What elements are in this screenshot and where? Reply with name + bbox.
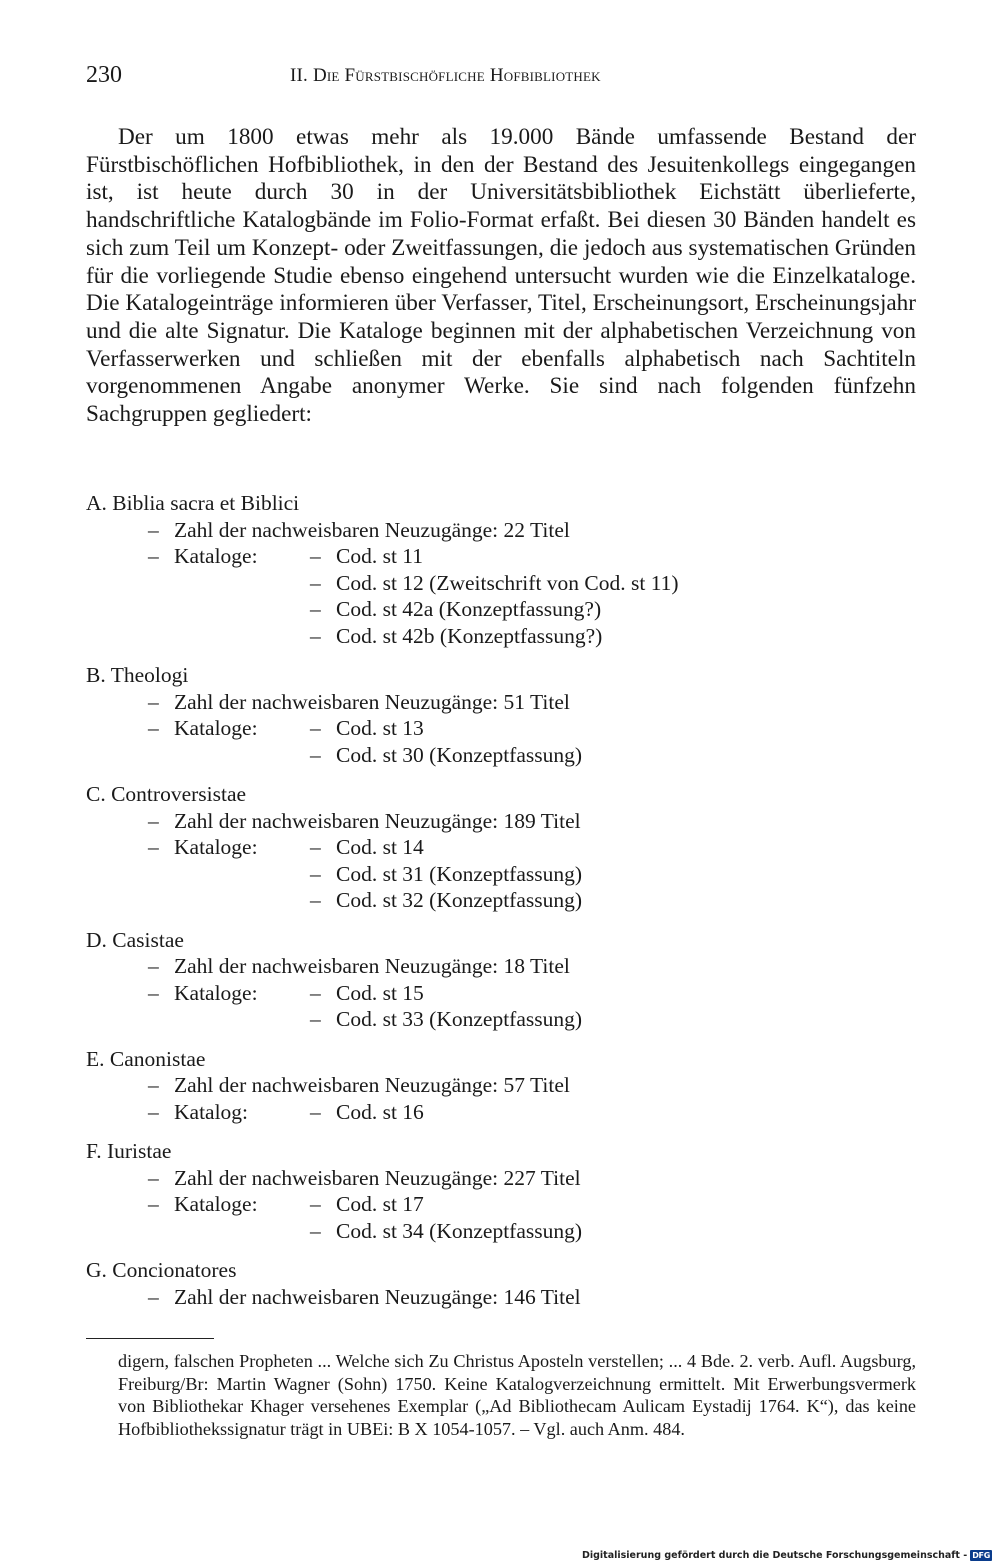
list-dash: – xyxy=(148,517,159,542)
codex-entry: Cod. st 12 (Zweitschrift von Cod. st 11) xyxy=(336,570,679,595)
catalog-row xyxy=(86,596,916,623)
list-dash: – xyxy=(148,1165,159,1190)
running-head: II. Die Fürstbischöfliche Hofbibliothek xyxy=(290,65,601,86)
catalog-row xyxy=(86,742,916,769)
group-count-row xyxy=(86,1072,916,1099)
list-dash: – xyxy=(310,544,321,568)
subject-group xyxy=(86,781,916,914)
catalog-label: Kataloge: xyxy=(174,1192,258,1216)
list-dash: – xyxy=(310,570,321,595)
list-dash: – xyxy=(310,1192,321,1216)
codex-entry: Cod. st 15 xyxy=(336,980,424,1005)
list-dash: – xyxy=(310,623,321,648)
list-dash: – xyxy=(310,861,321,886)
group-count-line: Zahl der nachweisbaren Neuzugänge: 227 Titel xyxy=(174,1165,581,1190)
list-dash: – xyxy=(148,1073,159,1097)
catalog-label: Kataloge: xyxy=(174,835,258,859)
footnote-divider xyxy=(86,1338,214,1339)
subject-group xyxy=(86,927,916,1033)
list-dash: – xyxy=(310,742,321,767)
catalog-label: Katalog: xyxy=(174,1099,249,1124)
credit-text: Digitalisierung gefördert durch die Deutsche Forschungsgemeinschaft - xyxy=(581,1550,968,1561)
list-dash: – xyxy=(148,544,159,568)
list-dash: – xyxy=(310,835,321,859)
group-title: A. Biblia sacra et Biblici xyxy=(86,491,300,515)
codex-entry: Cod. st 30 (Konzeptfassung) xyxy=(336,742,583,767)
list-dash: – xyxy=(148,1099,159,1124)
subject-group xyxy=(86,1257,916,1310)
group-count-row xyxy=(86,517,916,544)
catalog-row xyxy=(86,980,916,1007)
list-dash: – xyxy=(148,689,159,714)
group-title: E. Canonistae xyxy=(86,1046,206,1071)
codex-entry: Cod. st 42a (Konzeptfassung?) xyxy=(336,597,602,621)
catalog-row xyxy=(86,715,916,742)
body-paragraph: Der um 1800 etwas mehr als 19.000 Bände umfassende Bestand der Fürstbischöflichen Hofbibliothek, in den der Bestand des Jesuitenkollegs eingegangen ist, ist heute durch 30 in der Universitätsbibliothek Eichstätt überlieferte, handschriftliche Katalogbände im Folio-Format erfaßt. Bei diesen 30 Bänden handelt es sich zum Teil um Konzept- oder Zweitfassungen, die jedoch aus systematischen Gründen für die vorliegende Studie ebenso eingehend untersucht wurden wie die Einzelkataloge. Die Katalogeinträge informieren über Verfasser, Titel, Erscheinungsort, Erscheinungsjahr und die alte Signatur. Die Kataloge beginnen mit der alphabetischen Verzeichnung von Verfasserwerken und schließen mit der ebenfalls alphabetisch nach Sachtiteln vorgenommenen Angabe anonymer Werke. Sie sind nach folgenden fünfzehn Sachgruppen gegliedert: xyxy=(86,124,916,428)
subject-group xyxy=(86,662,916,768)
list-dash: – xyxy=(148,808,159,833)
catalog-row xyxy=(86,543,916,570)
codex-entry: Cod. st 17 xyxy=(336,1192,424,1216)
catalog-label: Kataloge: xyxy=(174,980,258,1005)
digitization-credit xyxy=(582,1550,992,1561)
dfg-logo: DFG xyxy=(972,1551,990,1560)
codex-entry: Cod. st 14 xyxy=(336,835,424,859)
catalog-row xyxy=(86,1218,916,1245)
list-dash: – xyxy=(310,888,321,912)
group-count-line: Zahl der nachweisbaren Neuzugänge: 146 Titel xyxy=(174,1284,581,1309)
group-title: G. Concionatores xyxy=(86,1258,237,1282)
codex-entry: Cod. st 34 (Konzeptfassung) xyxy=(336,1218,583,1243)
group-count-row xyxy=(86,808,916,835)
group-title: C. Controversistae xyxy=(86,782,247,806)
group-count-row xyxy=(86,953,916,980)
list-dash: – xyxy=(148,835,159,859)
catalog-row xyxy=(86,1006,916,1033)
list-dash: – xyxy=(148,1192,159,1216)
subject-group xyxy=(86,1138,916,1244)
catalog-label: Kataloge: xyxy=(174,544,258,568)
catalog-row xyxy=(86,887,916,914)
group-count-line: Zahl der nachweisbaren Neuzugänge: 22 Titel xyxy=(174,517,570,542)
list-dash: – xyxy=(310,1007,321,1031)
group-count-row xyxy=(86,689,916,716)
list-dash: – xyxy=(310,1218,321,1243)
catalog-row xyxy=(86,861,916,888)
group-title: D. Casistae xyxy=(86,927,184,952)
catalog-label: Kataloge: xyxy=(174,716,258,740)
list-dash: – xyxy=(148,1284,159,1309)
codex-entry: Cod. st 11 xyxy=(336,544,424,568)
group-count-line: Zahl der nachweisbaren Neuzugänge: 18 Titel xyxy=(174,954,570,978)
catalog-row xyxy=(86,623,916,650)
group-count-line: Zahl der nachweisbaren Neuzugänge: 57 Titel xyxy=(174,1073,570,1097)
subject-group-list xyxy=(86,490,916,1323)
catalog-row xyxy=(86,834,916,861)
codex-entry: Cod. st 42b (Konzeptfassung?) xyxy=(336,623,603,648)
list-dash: – xyxy=(310,597,321,621)
subject-group xyxy=(86,490,916,649)
page-header xyxy=(86,62,916,98)
codex-entry: Cod. st 31 (Konzeptfassung) xyxy=(336,861,583,886)
catalog-row xyxy=(86,570,916,597)
list-dash: – xyxy=(148,980,159,1005)
list-dash: – xyxy=(148,716,159,740)
catalog-row xyxy=(86,1099,916,1126)
group-title: F. Iuristae xyxy=(86,1139,172,1163)
codex-entry: Cod. st 16 xyxy=(336,1099,424,1124)
group-count-line: Zahl der nachweisbaren Neuzugänge: 51 Titel xyxy=(174,689,570,714)
catalog-row xyxy=(86,1191,916,1218)
group-count-row xyxy=(86,1284,916,1311)
group-count-line: Zahl der nachweisbaren Neuzugänge: 189 Titel xyxy=(174,808,581,833)
subject-group xyxy=(86,1046,916,1126)
group-count-row xyxy=(86,1165,916,1192)
codex-entry: Cod. st 33 (Konzeptfassung) xyxy=(336,1007,583,1031)
list-dash: – xyxy=(310,1099,321,1124)
list-dash: – xyxy=(310,980,321,1005)
group-title: B. Theologi xyxy=(86,663,189,687)
codex-entry: Cod. st 32 (Konzeptfassung) xyxy=(336,888,583,912)
list-dash: – xyxy=(148,954,159,978)
page-number: 230 xyxy=(86,62,122,88)
codex-entry: Cod. st 13 xyxy=(336,716,424,740)
list-dash: – xyxy=(310,716,321,740)
footnote-text: digern, falschen Propheten ... Welche sich Zu Christus Aposteln verstellen; ... 4 Bde. 2. verb. Aufl. Augsburg, Freiburg/Br: Martin Wagner (Sohn) 1750. Keine Katalogverzeichnung ermittelt. Mit Erwerbungsvermerk von Bibliothekar Khager versehenes Exemplar („Ad Bibliothecam Aulicam Eystadij 1764. K“), das keine Hofbibliothekssignatur trägt in UBEi: B X 1054-1057. – Vgl. auch Anm. 484. xyxy=(118,1351,916,1439)
